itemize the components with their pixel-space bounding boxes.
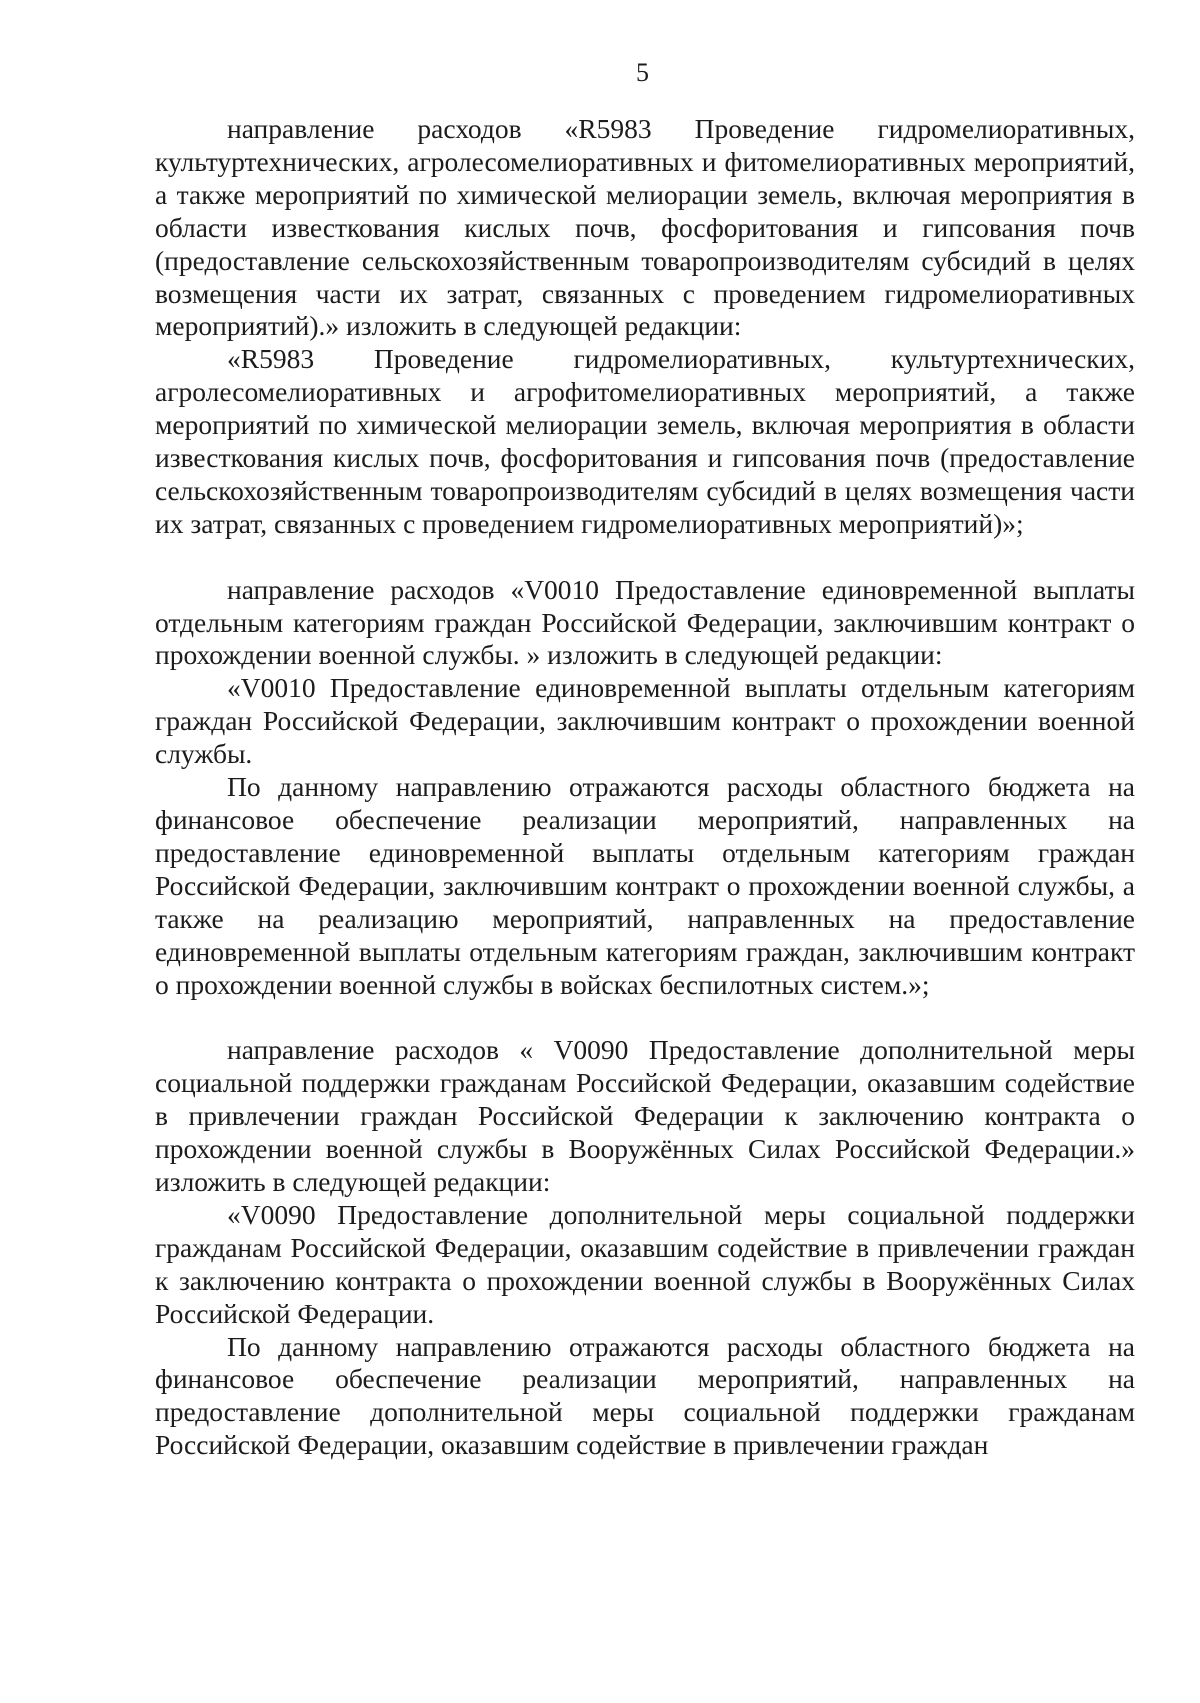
paragraph-v0090-explanation: По данному направлению отражаются расходы областного бюджета на финансовое обеспечение реализации мероприятий, направленных на предоставление дополнительной меры социальной поддержки гражданам Российской Федерации, оказавшим содействие в привлечении граждан bbox=[155, 1330, 1135, 1461]
paragraph-r5983-intro: направление расходов «R5983 Проведение гидромелиоративных, культуртехнических, агролесомелиоративных и фитомелиоративных мероприятий, а также мероприятий по химической мелиорации земель, включая мероприятия в области известкования кислых почв, фосфоритования и гипсования почв (предоставление сельскохозяйственным товаропроизводителям субсидий в целях возмещения части их затрат, связанных с проведением гидромелиоративных мероприятий).» изложить в следующей редакции: bbox=[155, 113, 1135, 342]
paragraph-v0090-new-text: «V0090 Предоставление дополнительной меры социальной поддержки гражданам Российской Федерации, оказавшим содействие в привлечении граждан к заключению контракта о прохождении военной службы в Вооружённых Силах Российской Федерации. bbox=[155, 1198, 1135, 1329]
paragraph-v0010-new-text: «V0010 Предоставление единовременной выплаты отдельным категориям граждан Российской Федерации, заключившим контракт о прохождении военной службы. bbox=[155, 672, 1135, 770]
paragraph-v0090-intro: направление расходов « V0090 Предоставление дополнительной меры социальной поддержки гражданам Российской Федерации, оказавшим содействие в привлечении граждан Российской Федерации к заключению контракта о прохождении военной службы в Вооружённых Силах Российской Федерации.» изложить в следующей редакции: bbox=[155, 1034, 1135, 1197]
paragraph-v0010-explanation: По данному направлению отражаются расходы областного бюджета на финансовое обеспечение реализации мероприятий, направленных на предоставление единовременной выплаты отдельным категориям граждан Российской Федерации, заключившим контракт о прохождении военной службы, а также на реализацию мероприятий, направленных на предоставление единовременной выплаты отдельным категориям граждан, заключившим контракт о прохождении военной службы в войсках беспилотных систем.»; bbox=[155, 771, 1135, 1000]
page-number: 5 bbox=[636, 58, 649, 87]
paragraph-r5983-new-text: «R5983 Проведение гидромелиоративных, культуртехнических, агролесомелиоративных и агрофитомелиоративных мероприятий, а также мероприятий по химической мелиорации земель, включая мероприятия в области известкования кислых почв, фосфоритования и гипсования почв (предоставление сельскохозяйственным товаропроизводителям субсидий в целях возмещения части их затрат, связанных с проведением гидромелиоративных мероприятий)»; bbox=[155, 343, 1135, 539]
paragraph-v0010-intro: направление расходов «V0010 Предоставление единовременной выплаты отдельным категориям граждан Российской Федерации, заключившим контракт о прохождении военной службы. » изложить в следующей редакции: bbox=[155, 573, 1135, 671]
document-body bbox=[155, 113, 1135, 1462]
